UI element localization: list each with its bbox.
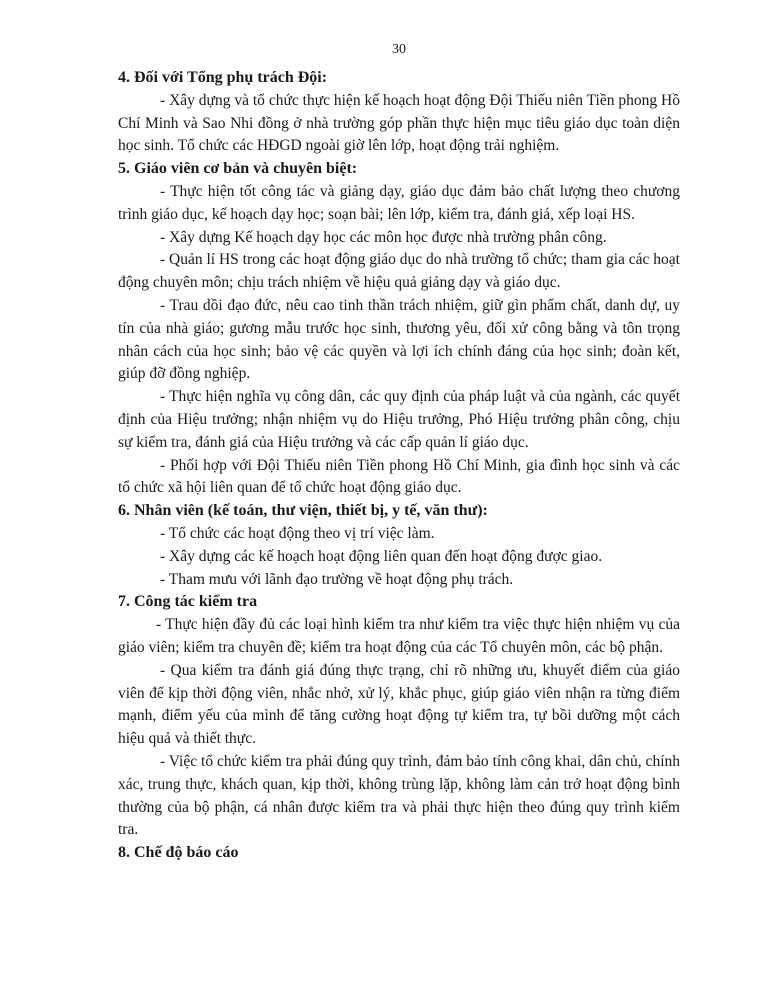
section-6 — [118, 500, 680, 591]
section-heading: 8. Chế độ báo cáo — [118, 844, 239, 862]
paragraph: - Trau dồi đạo đức, nêu cao tinh thần trách nhiệm, giữ gìn phẩm chất, danh dự, uy tín của nhà giáo; gương mẫu trước học sinh, thương yêu, đối xử công bằng và tôn trọng nhân cách của học sinh; bảo vệ các quyền và lợi ích chính đáng của học sinh; đoàn kết, giúp đỡ đồng nghiệp. — [118, 296, 680, 383]
paragraph: - Phối hợp với Đội Thiếu niên Tiền phong Hồ Chí Minh, gia đình học sinh và các tổ chức xã hội liên quan để tổ chức hoạt động giáo dục. — [118, 456, 680, 497]
section-5 — [118, 158, 680, 500]
page-number: 30 — [392, 42, 406, 57]
paragraph: - Xây dựng Kế hoạch dạy học các môn học được nhà trường phân công. — [160, 228, 607, 246]
section-7 — [118, 591, 680, 842]
paragraph: - Tổ chức các hoạt động theo vị trí việc làm. — [160, 524, 435, 542]
paragraph: - Xây dựng các kế hoạch hoạt động liên quan đến hoạt động được giao. — [160, 547, 603, 565]
paragraph: - Thực hiện nghĩa vụ công dân, các quy định của pháp luật và của ngành, các quyết định của Hiệu trưởng; nhận nhiệm vụ do Hiệu trưởng, Phó Hiệu trưởng phân công, chịu sự kiểm tra, đánh giá của Hiệu trưởng và các cấp quản lí giáo dục. — [118, 388, 680, 451]
paragraph: - Tham mưu với lãnh đạo trường về hoạt động phụ trách. — [160, 570, 514, 588]
paragraph: - Qua kiểm tra đánh giá đúng thực trạng, chỉ rõ những ưu, khuyết điểm của giáo viên để kịp thời động viên, nhắc nhở, xử lý, khắc phục, giúp giáo viên nhận ra từng điểm mạnh, điểm yếu của mình để tăng cường hoạt động tự kiểm tra, tự bồi dưỡng một cách hiệu quả và thiết thực. — [118, 661, 680, 748]
section-heading: 7. Công tác kiểm tra — [118, 593, 258, 611]
section-4 — [118, 67, 680, 158]
paragraph: - Xây dựng và tổ chức thực hiện kế hoạch hoạt động Đội Thiếu niên Tiền phong Hồ Chí Minh và Sao Nhi đồng ở nhà trường góp phần thực hiện mục tiêu giáo dục toàn diện học sinh. Tổ chức các HĐGD ngoài giờ lên lớp, hoạt động trải nghiệm. — [118, 91, 680, 155]
section-heading: 5. Giáo viên cơ bản và chuyên biệt: — [118, 160, 358, 178]
paragraph: - Thực hiện tốt công tác và giảng dạy, giáo dục đảm bảo chất lượng theo chương trình giáo dục, kế hoạch dạy học; soạn bài; lên lớp, kiểm tra, đánh giá, xếp loại HS. — [118, 182, 680, 223]
section-heading: 6. Nhân viên (kế toán, thư viện, thiết bị, y tế, văn thư): — [118, 502, 488, 520]
section-8 — [118, 842, 680, 865]
paragraph: - Thực hiện đầy đủ các loại hình kiểm tra như kiểm tra việc thực hiện nhiệm vụ của giáo viên; kiểm tra chuyên đề; kiểm tra hoạt động của các Tổ chuyên môn, các bộ phận. — [118, 616, 680, 656]
document-page — [118, 40, 680, 865]
paragraph: - Việc tổ chức kiểm tra phải đúng quy trình, đảm bảo tính công khai, dân chủ, chính xác, trung thực, khách quan, kịp thời, không trùng lặp, không làm cản trở hoạt động bình thường của bộ phận, cá nhân được kiểm tra và phải thực hiện theo đúng quy trình kiểm tra. — [118, 752, 680, 839]
section-heading: 4. Đối với Tổng phụ trách Đội: — [118, 69, 328, 86]
paragraph: - Quản lí HS trong các hoạt động giáo dục do nhà trường tổ chức; tham gia các hoạt động chuyên môn; chịu trách nhiệm về hiệu quả giảng dạy và giáo dục. — [118, 251, 680, 292]
